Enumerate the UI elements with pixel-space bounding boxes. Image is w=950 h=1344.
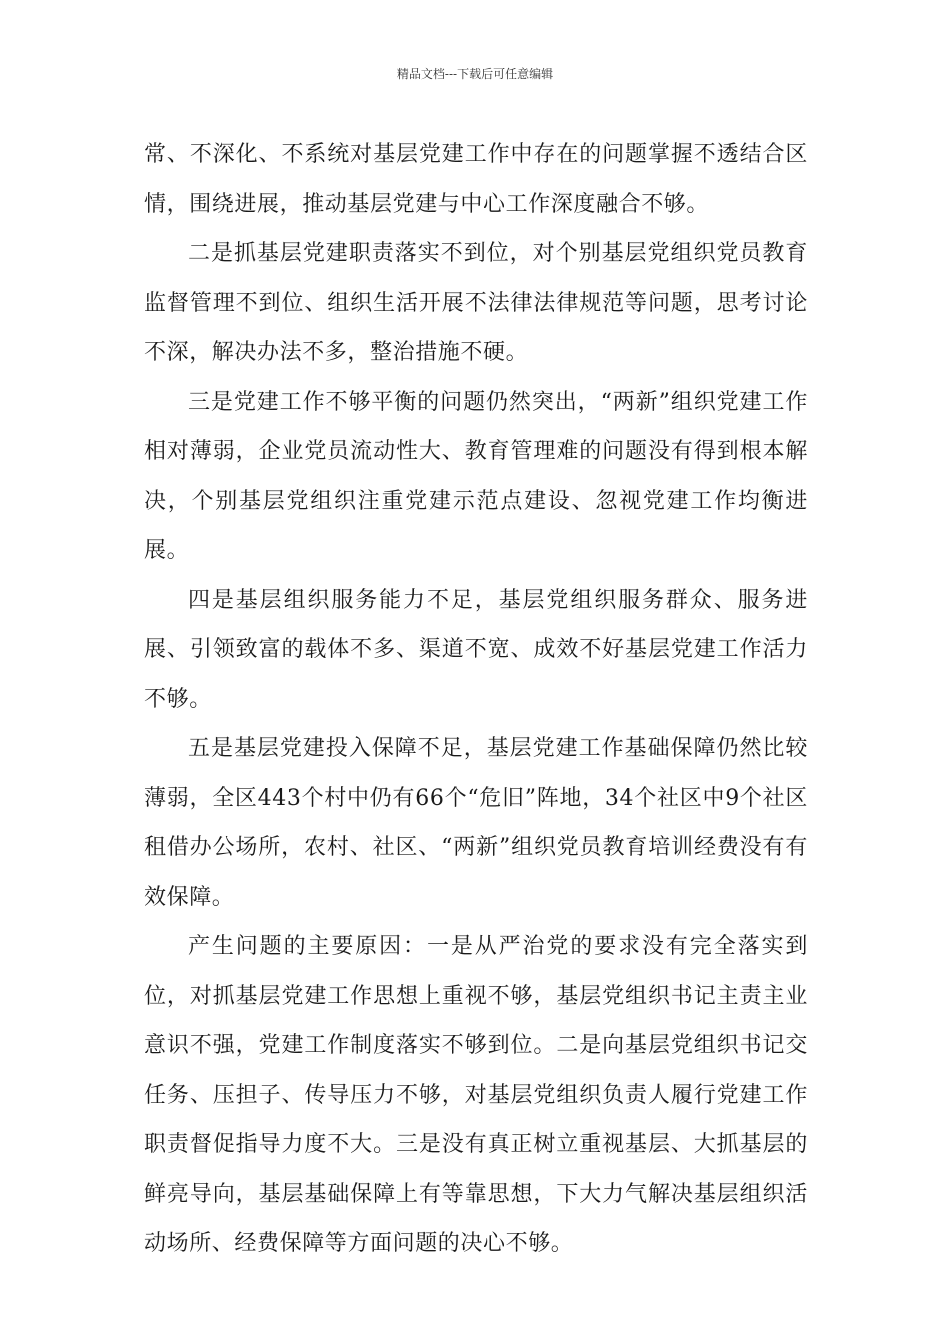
paragraph-causes: 产生问题的主要原因：一是从严治党的要求没有完全落实到位，对抓基层党建工作思想上重视不够，基层党组织书记主责主业意识不强，党建工作制度落实不够到位。二是向基层党组织书记交任务、压担子、传导压力不够，对基层党组织负责人履行党建工作职责督促指导力度不大。三是没有真正树立重视基层、大抓基层的鲜亮导向，基层基础保障上有等靠思想，下大力气解决基层组织活动场所、经费保障等方面问题的决心不够。	[144, 934, 808, 1256]
paragraph-issue-4: 四是基层组织服务能力不足，基层党组织服务群众、服务进展、引领致富的载体不多、渠道不宽、成效不好基层党建工作活力不够。	[144, 587, 808, 712]
paragraph-issue-2: 二是抓基层党建职责落实不到位，对个别基层党组织党员教育监督管理不到位、组织生活开展不法律法律规范等问题，思考讨论不深，解决办法不多，整治措施不硬。	[144, 241, 808, 365]
paragraph-issue-3: 三是党建工作不够平衡的问题仍然突出，“两新”组织党建工作相对薄弱，企业党员流动性大、教育管理难的问题没有得到根本解决，个别基层党组织注重党建示范点建设、忽视党建工作均衡进展。	[144, 389, 808, 563]
page-header: 精品文档---下载后可任意编辑	[396, 67, 554, 81]
document-body	[144, 130, 808, 1269]
paragraph-continuation: 常、不深化、不系统对基层党建工作中存在的问题掌握不透结合区情，围绕进展，推动基层党建与中心工作深度融合不够。	[144, 142, 808, 217]
paragraph-issue-5: 五是基层党建投入保障不足，基层党建工作基础保障仍然比较薄弱，全区443个村中仍有66个“危旧”阵地，34个社区中9个社区租借办公场所，农村、社区、“两新”组织党员教育培训经费没有有效保障。	[144, 736, 808, 910]
